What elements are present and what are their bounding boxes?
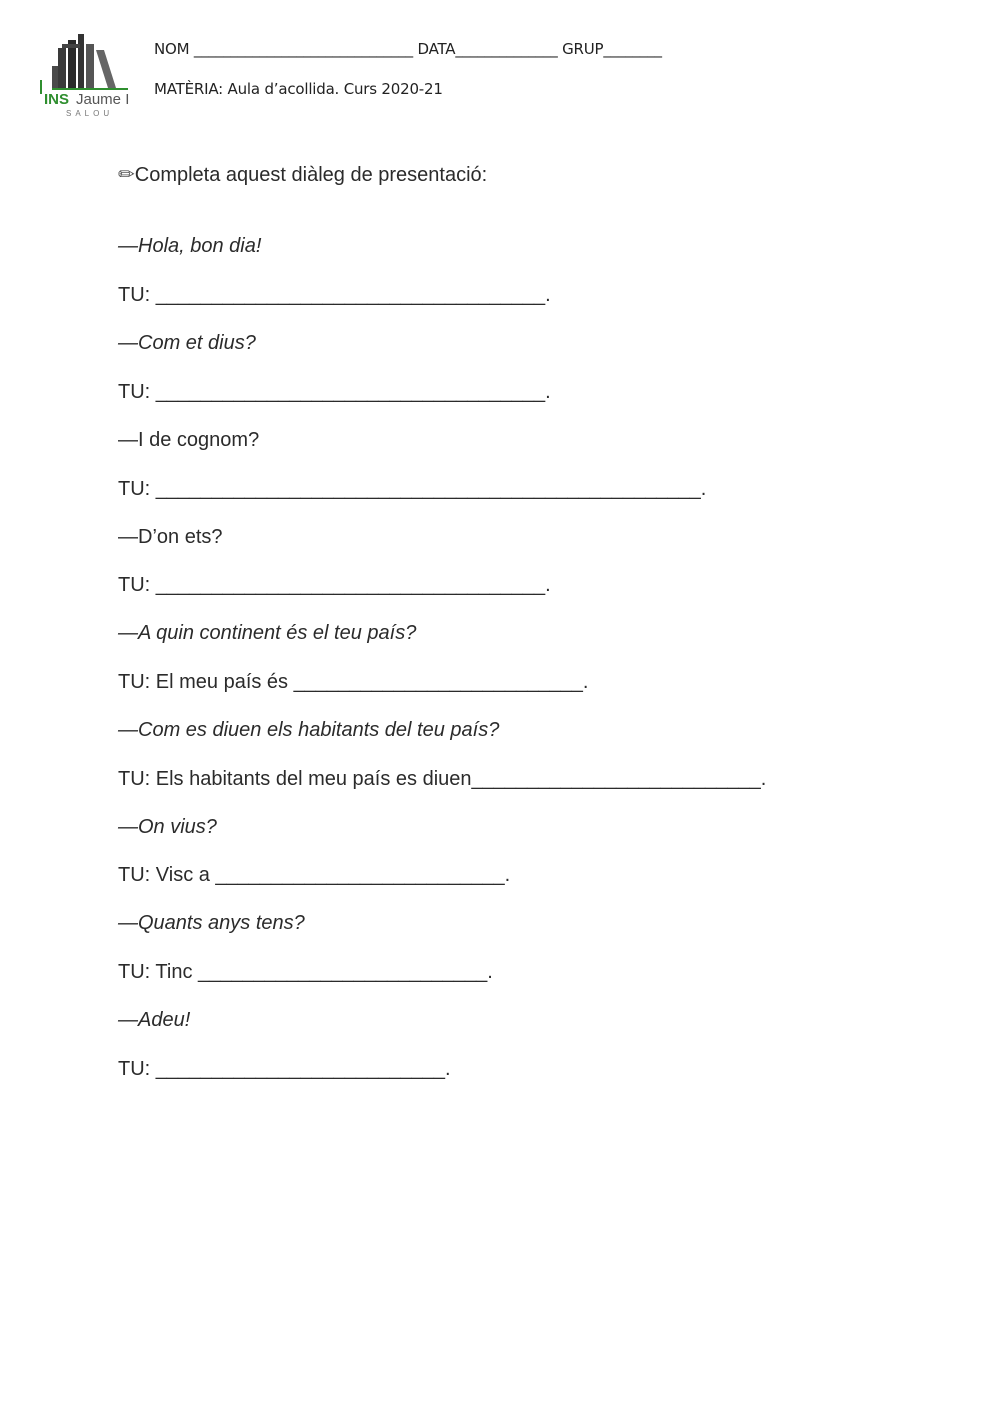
logo-ins-text: INS xyxy=(44,91,70,108)
pencil-icon: ✏ xyxy=(118,164,135,186)
student-info-line: NOM ______________________________ DATA______________ GRUP________ xyxy=(154,40,662,58)
ins-jaume-i-logo-icon xyxy=(30,30,142,122)
dialogue-question: —D’on ets? xyxy=(118,526,223,548)
dialogue-answer[interactable]: TU: Visc a __________________________. xyxy=(118,864,511,886)
dialogue-question: —Quants anys tens? xyxy=(118,912,305,934)
dialogue-answer[interactable]: TU: Tinc __________________________. xyxy=(118,961,493,983)
dialogue-answer[interactable]: TU: ___________________________________. xyxy=(118,284,551,306)
dialogue-answer[interactable]: TU: ___________________________________. xyxy=(118,381,551,403)
dialogue-answer[interactable]: TU: __________________________. xyxy=(118,1058,451,1080)
dialogue-question: —A quin continent és el teu país? xyxy=(118,622,417,644)
instruction xyxy=(118,162,487,187)
dialogue-question: —On vius? xyxy=(118,816,217,838)
dialogue-answer[interactable]: TU: El meu país és __________________________. xyxy=(118,671,589,693)
logo-town-text: SALOU xyxy=(66,109,114,118)
dialogue-question: —Com es diuen els habitants del teu país? xyxy=(118,719,500,741)
subject-line: MATÈRIA: Aula d’acollida. Curs 2020-21 xyxy=(154,80,443,98)
school-logo xyxy=(30,30,142,122)
dialogue-question: —Adeu! xyxy=(118,1009,191,1031)
dialogue-question: —Hola, bon dia! xyxy=(118,235,262,257)
dialogue-answer[interactable]: TU: _________________________________________________. xyxy=(118,478,707,500)
dialogue-question: —Com et dius? xyxy=(118,332,256,354)
dialogue-answer[interactable]: TU: ___________________________________. xyxy=(118,574,551,596)
dialogue-question: —I de cognom? xyxy=(118,429,260,451)
dialogue-answer[interactable]: TU: Els habitants del meu país es diuen__________________________. xyxy=(118,768,767,790)
logo-name-text: Jaume I xyxy=(76,91,130,108)
instruction-text: Completa aquest diàleg de presentació: xyxy=(134,164,488,186)
